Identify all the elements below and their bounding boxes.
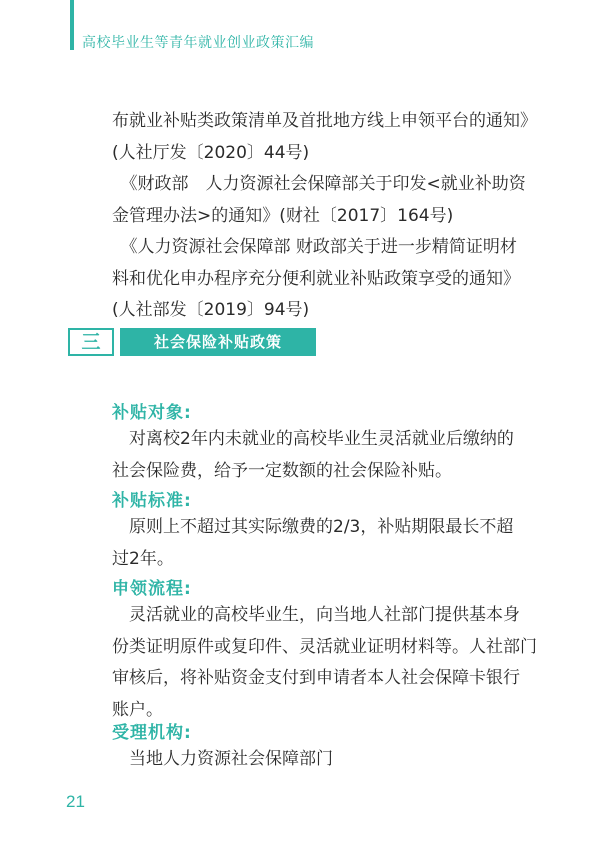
subheading-agency: 受理机构:: [112, 723, 192, 743]
reference-3: [112, 232, 536, 327]
text-line: 灵活就业的高校毕业生，向当地人社部门提供基本身: [112, 605, 520, 625]
section-number: 三: [81, 331, 101, 353]
section-title-bar: [120, 328, 316, 356]
text-line: 过2年。: [112, 548, 174, 569]
reference-2: [112, 169, 536, 232]
text-line: 对离校2年内未就业的高校毕业生灵活就业后缴纳的: [112, 429, 514, 449]
subheading-standard: 补贴标准:: [112, 491, 192, 511]
eligibility-text: [112, 424, 536, 487]
text-line: 《财政部 人力资源社会保障部关于印发<就业补助资: [112, 174, 526, 194]
header-accent-bar: [70, 0, 74, 50]
running-header-title: 高校毕业生等青年就业创业政策汇编: [82, 35, 314, 51]
reference-1: [112, 106, 536, 169]
subheading-procedure: 申领流程:: [112, 579, 192, 599]
subheading-eligibility: 补贴对象:: [112, 403, 192, 423]
text-line: 账户。: [112, 699, 163, 720]
text-line: (人社部发〔2019〕94号): [112, 300, 310, 320]
text-line: 布就业补贴类政策清单及首批地方线上申领平台的通知》: [112, 111, 537, 131]
text-line: 《人力资源社会保障部 财政部关于进一步精简证明材: [112, 237, 517, 257]
section-title: 社会保险补贴政策: [153, 333, 282, 351]
text-line: 金管理办法>的通知》(财社〔2017〕164号): [112, 205, 454, 226]
text-line: 料和优化申办程序充分便利就业补贴政策享受的通知》: [112, 268, 520, 289]
section-number-box: [68, 328, 114, 356]
text-line: (人社厅发〔2020〕44号): [112, 142, 310, 163]
text-line: 社会保险费，给予一定数额的社会保险补贴。: [112, 460, 452, 481]
page-number: 21: [66, 792, 85, 811]
text-line: 当地人力资源社会保障部门: [112, 749, 333, 769]
agency-text: [112, 744, 536, 776]
standard-text: [112, 512, 536, 575]
text-line: 原则上不超过其实际缴费的2/3，补贴期限最长不超: [112, 517, 514, 537]
text-line: 审核后，将补贴资金支付到申请者本人社会保障卡银行: [112, 668, 520, 688]
procedure-text: [112, 600, 536, 726]
text-line: 份类证明原件或复印件、灵活就业证明材料等。人社部门: [112, 636, 537, 657]
